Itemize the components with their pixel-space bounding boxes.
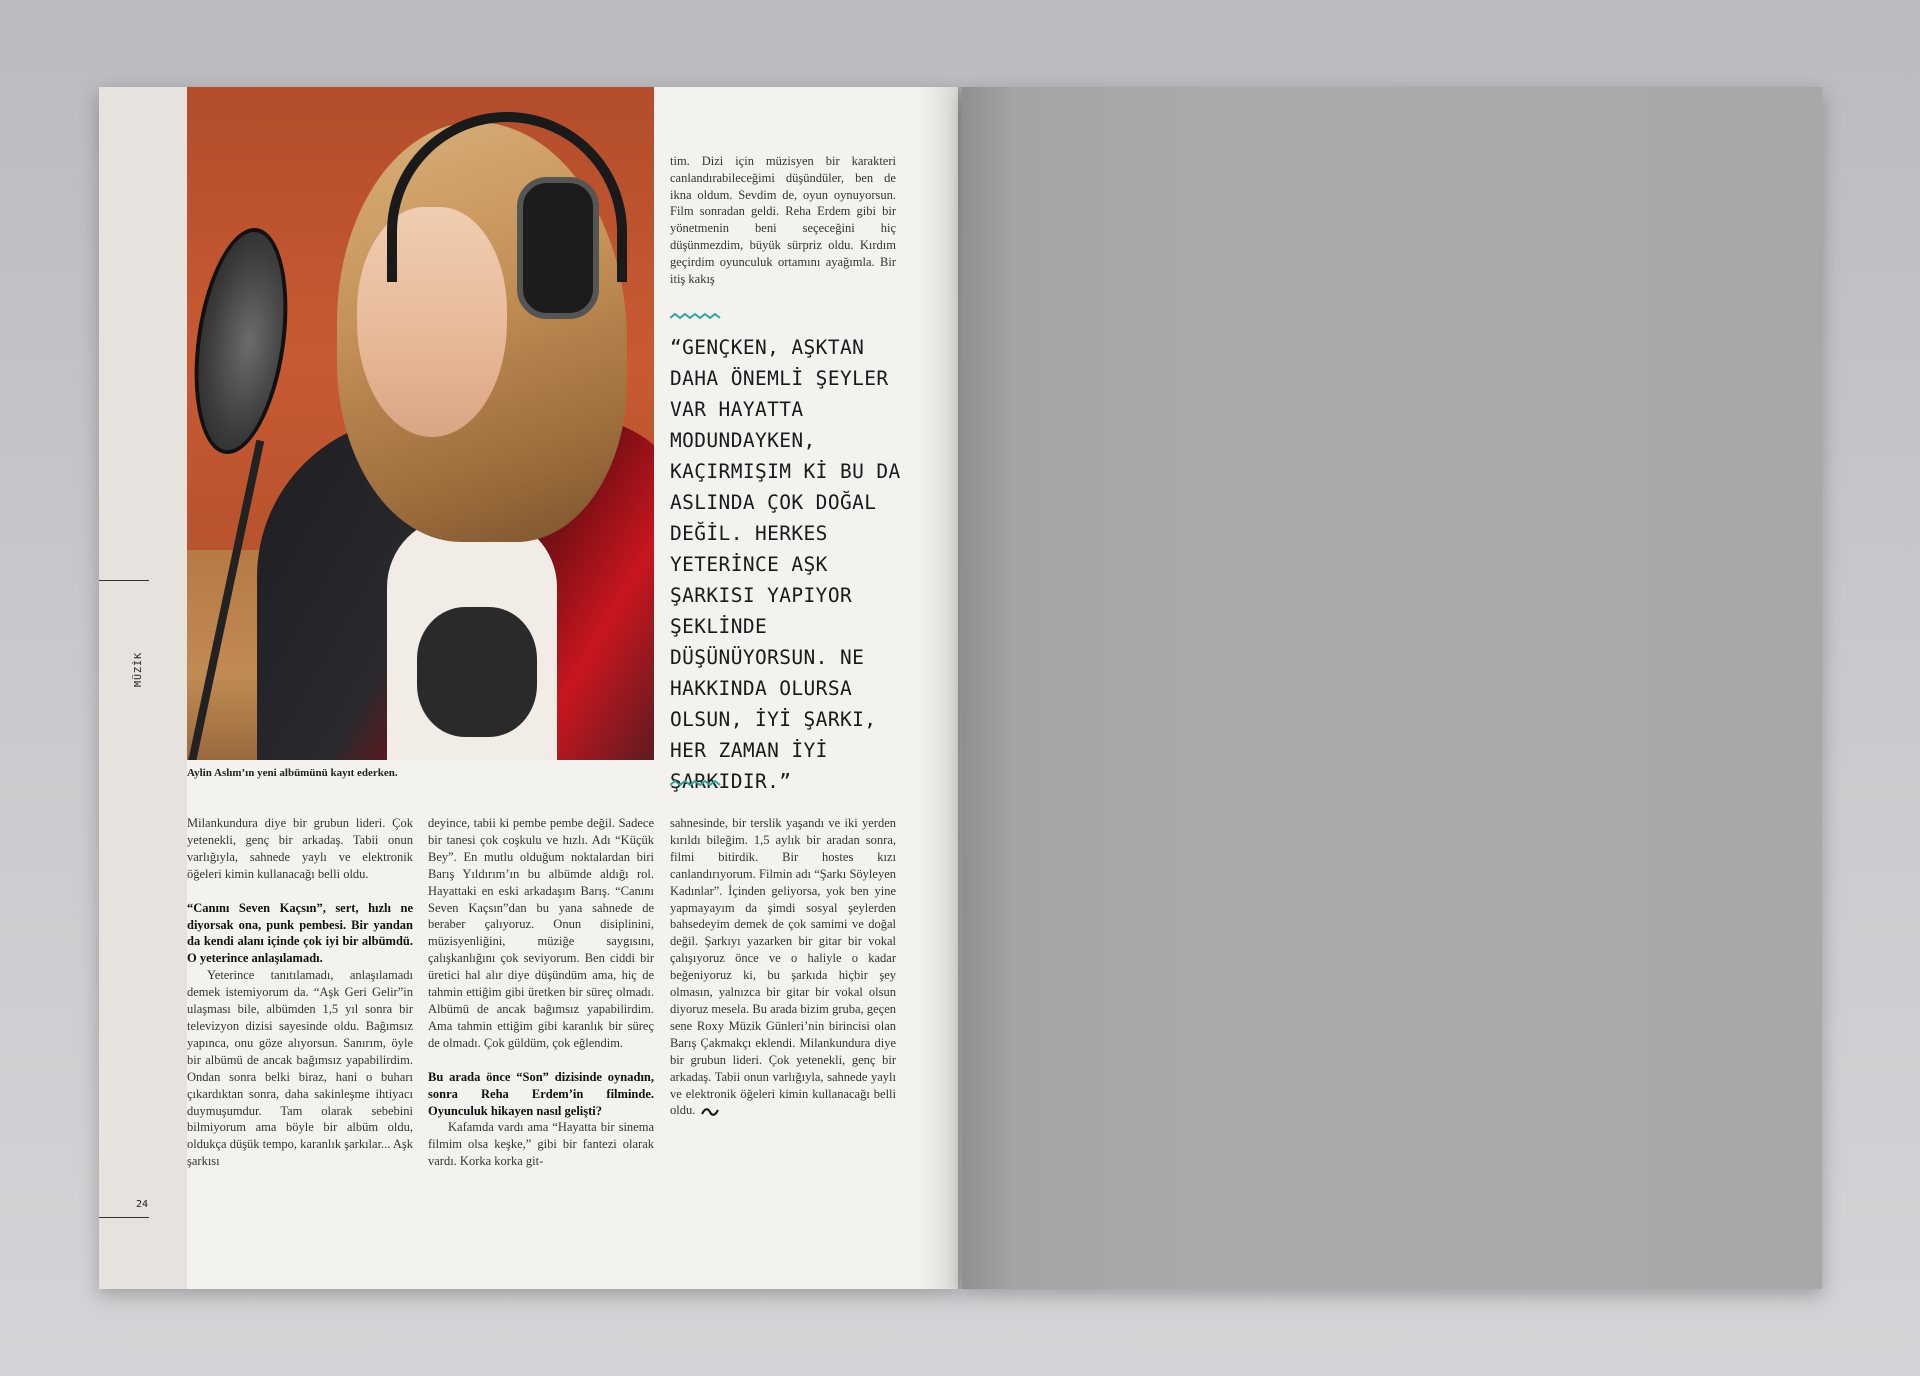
body-column-2	[428, 815, 654, 1170]
headphone-icon	[517, 177, 599, 319]
top-column-text: tim. Dizi için müzisyen bir karakteri canlandırabileceğimi düşündüler, ben de ikna oldum. Sevdim de, oyun oynuyorsun. Film sonradan geldi. Reha Erdem gibi bir yönetmenin beni seçeceğini hiç düşünmezdim, büyük sürpriz oldu. Kırdım geçirdim oyunculuk ortamını ayağımla. Bir itiş kakış	[670, 154, 896, 286]
column2-question: Bu arada önce “Son” dizisinde oynadın, sonra Reha Erdem’in filminde. Oyunculuk hikayen nasıl gelişti?	[428, 1069, 654, 1118]
right-page-blank	[962, 87, 1822, 1289]
body-column-1	[187, 815, 413, 1170]
photo-caption: Aylin Aslım’ın yeni albümünü kayıt ederken.	[187, 767, 398, 779]
wave-divider-bottom	[670, 778, 722, 788]
page-number-rule	[99, 1217, 149, 1218]
pull-quote: “GENÇKEN, AŞKTAN DAHA ÖNEMLİ ŞEYLER VAR HAYATTA MODUNDAYKEN, KAÇIRMIŞIM Kİ BU DA ASLINDA ÇOK DOĞAL DEĞİL. HERKES YETERİNCE AŞK ŞARKISI YAPIYOR ŞEKLİNDE DÜŞÜNÜYORSUN. NE HAKKINDA OLURSA OLSUN, İYİ ŞARKI, HER ZAMAN İYİ ŞARKIDIR.”	[670, 336, 901, 793]
page-number: 24	[136, 1199, 149, 1210]
column3-paragraph-1	[670, 815, 896, 1119]
column1-question: “Canını Seven Kaçsın”, sert, hızlı ne diyorsak ona, punk pembesi. Bir yandan da kendi alanı içinde çok iyi bir albümdü. O yeterince anlaşılamadı.	[187, 900, 413, 966]
body-column-3	[670, 815, 896, 1119]
singer-photo	[187, 87, 654, 760]
column2-paragraph-1: deyince, tabii ki pembe pembe değil. Sadece bir tanesi çok coşkulu ve hızlı. Adı “Küçük Bey”. En mutlu olduğum noktalardan biri Barış Yıldırım’ın bu albümde aldığı rol. Hayattaki en eski arkadaşım Barış. “Canını Seven Kaçsın”dan bu yana sahnede de beraber çalıyoruz. Onun disiplinini, müzisyenliğini, müziğe saygısını, çalışkanlığını çok seviyorum. Ben ciddi bir üretici hal alır diye düşündüm ama, hiç de tahmin ettiğim gibi üretken bir süreç olmadı. Albümü de ancak bağımsız yapabilirdim. Ama tahmin ettiğim gibi karanlık bir süreç de olmadı. Çok güldüm, çok eğlendim.	[428, 816, 654, 1050]
section-label: MÜZİK	[133, 651, 144, 687]
photo-shirt-print	[417, 607, 537, 737]
column3-text: sahnesinde, bir terslik yaşandı ve iki yerden kırıldı bileğim. 1,5 aylık bir aradan sonra, filmi bitirdik. Bir hostes kızı canlandırıyorum. Filmin adı “Şarkı Söyleyen Kadınlar”. İçinden geliyorsa, yok ben yine yapmayayım da şimdi sosyal şeylerden bahsedeyim demek de çok samimi ve doğal değil. Şarkıyı yazarken bir gitar bir vokal çalışıyoruz önce ve o haliyle o kadar beğeniyoruz ki, bu şarkıda hiçbir şey olmasın, yalnızca bir gitar bir vokal olsun diyoruz mesela. Bu arada bizim gruba, geçen sene Roxy Müzik Günleri’nin birincisi olan Barış Çakmakçı eklendi. Milankundura diye bir grubun lideri. Çok yetenekli, genç bir arkadaş. Tabii onun varlığıyla, sahnede yaylı ve elektronik öğeleri kimin kullanacağı belli oldu.	[670, 816, 896, 1118]
section-rule-top	[99, 580, 149, 581]
column1-paragraph-2: Yeterince tanıtılamadı, anlaşılamadı demek istemiyorum da. “Aşk Geri Gelir”in ulaşması bile, albümden 1,5 yıl sonra bir televizyon dizisi sayesinde oldu. Bağımsız yapınca, onu göze alıyorsun. Sanırım, öyle bir albümü de ancak bağımsız yapabilirdim. Ondan sonra belki biraz, hani o buharı çıkardıktan sonra, daha sakinleşme ihtiyacı duymuşumdur. Tam olarak sebebini bilmiyorum ama böyle bir albüm oldu, oldukça düşük tempo, karanlık şarkılar... Aşk şarkısı	[187, 968, 414, 1169]
left-page	[99, 87, 958, 1289]
column2-paragraph-2: Kafamda vardı ama “Hayatta bir sinema filmim olsa keşke,” gibi bir fantezi olarak vardı. Korka korka git-	[428, 1120, 654, 1169]
end-mark-icon	[701, 1108, 719, 1116]
side-strip	[99, 87, 187, 1289]
column1-paragraph-1: Milankundura diye bir grubun lideri. Çok yetenekli, genç bir arkadaş. Tabii onun varlığıyla, sahnede yaylı ve elektronik öğeleri kimin kullanacağı belli oldu.	[187, 816, 413, 881]
pop-filter-icon	[187, 222, 300, 460]
wave-divider-top	[670, 311, 722, 321]
